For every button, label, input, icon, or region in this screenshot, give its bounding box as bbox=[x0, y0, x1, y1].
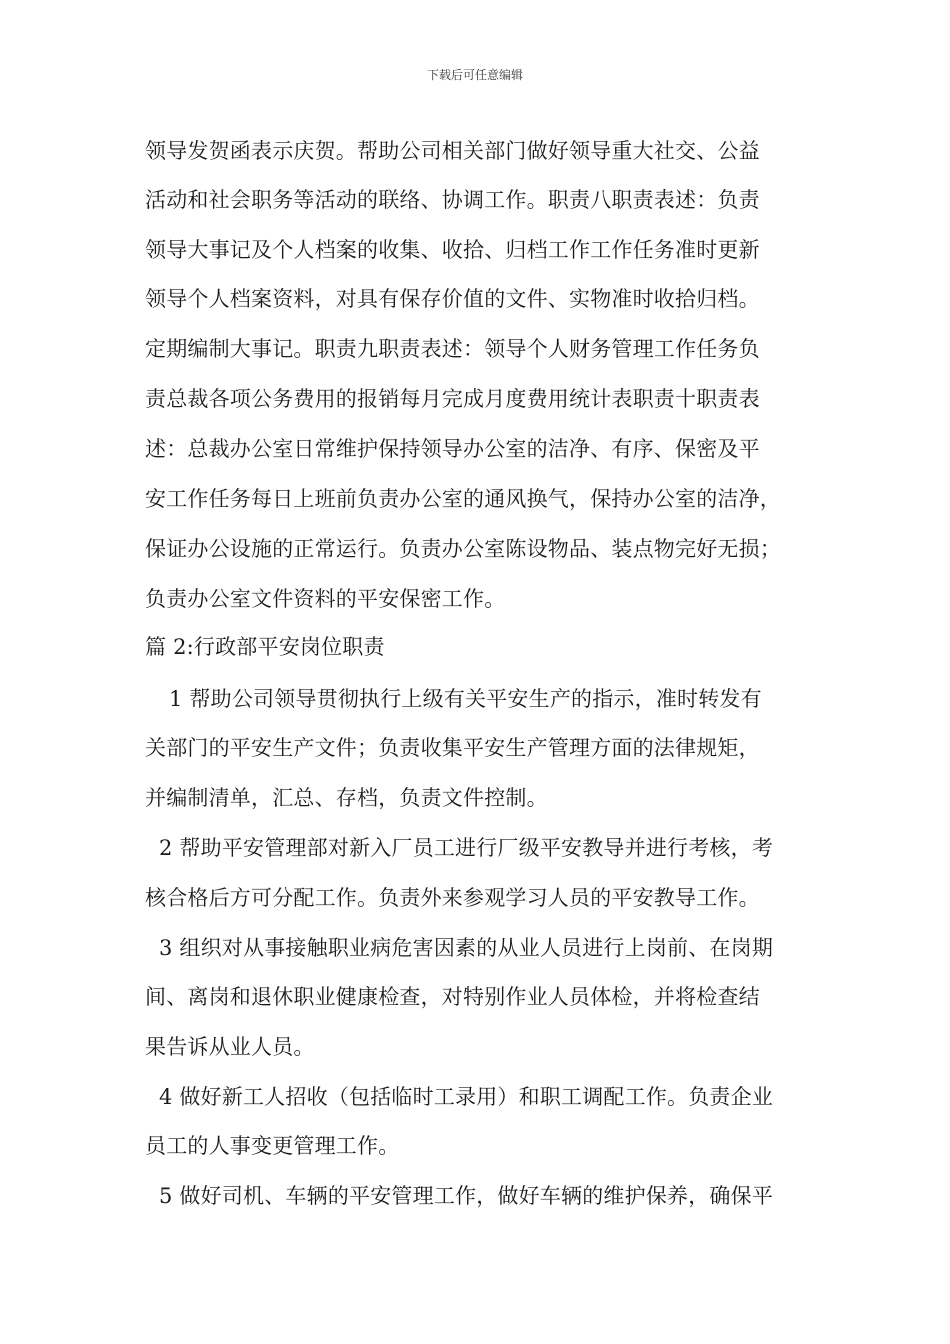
paragraph-line: 关部门的平安生产文件；负责收集平安生产管理方面的法律规矩， bbox=[145, 736, 760, 760]
paragraph-line: 员工的人事变更管理工作。 bbox=[145, 1134, 400, 1158]
paragraph-line: 定期编制大事记。职责九职责表述：领导个人财务管理工作任务负 bbox=[145, 337, 760, 361]
paragraph-line: 活动和社会职务等活动的联络、协调工作。职责八职责表述：负责 bbox=[145, 188, 760, 212]
paragraph-line: 间、离岗和退休职业健康检查，对特别作业人员体检，并将检查结 bbox=[145, 985, 760, 1009]
paragraph-line: 果告诉从业人员。 bbox=[145, 1035, 315, 1059]
paragraph-line: 述：总裁办公室日常维护保持领导办公室的洁净、有序、保密及平 bbox=[145, 437, 760, 461]
section-heading: 篇 2:行政部平安岗位职责 bbox=[145, 635, 385, 659]
paragraph-line: 保证办公设施的正常运行。负责办公室陈设物品、装点物完好无损； bbox=[145, 537, 781, 561]
paragraph-line: 1 帮助公司领导贯彻执行上级有关平安生产的指示，准时转发有 bbox=[169, 687, 762, 711]
paragraph-line: 负责办公室文件资料的平安保密工作。 bbox=[145, 587, 506, 611]
paragraph-line: 4 做好新工人招收（包括临时工录用）和职工调配工作。负责企业 bbox=[159, 1085, 774, 1109]
paragraph-line: 领导发贺函表示庆贺。帮助公司相关部门做好领导重大社交、公益 bbox=[145, 139, 760, 163]
paragraph-line: 并编制清单，汇总、存档，负责文件控制。 bbox=[145, 786, 548, 810]
paragraph-line: 安工作任务每日上班前负责办公室的通风换气，保持办公室的洁净， bbox=[145, 487, 781, 511]
page-header: 下载后可任意编辑 bbox=[426, 68, 523, 82]
paragraph-line: 领导个人档案资料，对具有保存价值的文件、实物准时收拾归档。 bbox=[145, 287, 760, 311]
paragraph-line: 2 帮助平安管理部对新入厂员工进行厂级平安教导并进行考核，考 bbox=[159, 836, 774, 860]
paragraph-line: 领导大事记及个人档案的收集、收拾、归档工作工作任务准时更新 bbox=[145, 238, 760, 262]
paragraph-line: 核合格后方可分配工作。负责外来参观学习人员的平安教导工作。 bbox=[145, 886, 760, 910]
paragraph-line: 3 组织对从事接触职业病危害因素的从业人员进行上岗前、在岗期 bbox=[159, 936, 774, 960]
paragraph-line: 责总裁各项公务费用的报销每月完成月度费用统计表职责十职责表 bbox=[145, 387, 760, 411]
paragraph-line: 5 做好司机、车辆的平安管理工作，做好车辆的维护保养，确保平 bbox=[159, 1184, 774, 1208]
